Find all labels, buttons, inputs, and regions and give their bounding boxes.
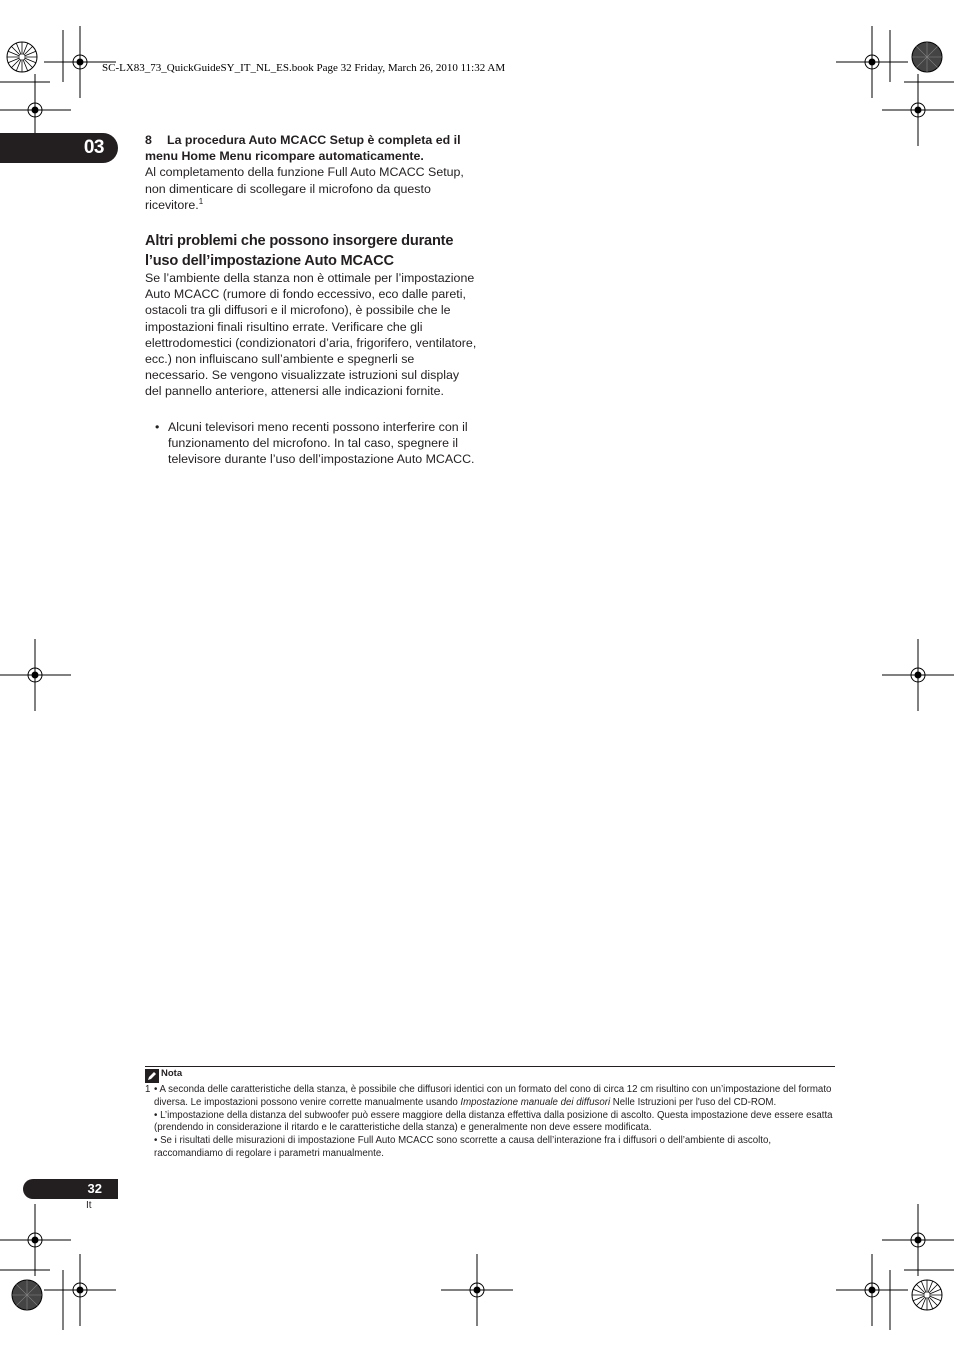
note-item: • L’impostazione della distanza del subwoofer può essere maggiore della distanza effettiva dalla posizione di ascolto. Questa impostazione deve essere esatta (prendendo in considerazione il ritardo e le caratteristiche della stanza) e generalmente non deve essere modificata. — [154, 1109, 833, 1134]
language-code: It — [86, 1200, 92, 1211]
note-divider — [145, 1066, 835, 1067]
step-block — [145, 132, 478, 213]
note-label: Nota — [161, 1068, 183, 1079]
section-title: Altri problemi che possono insorgere durante l’uso dell’impostazione Auto MCACC — [145, 233, 454, 269]
list-item: • Alcuni televisori meno recenti possono interferire con il funzionamento del microfono. In tal caso, spegnere il televisore durante l’uso dell’impostazione Auto MCACC. — [155, 420, 475, 467]
note-item: 1 • A seconda delle caratteristiche della stanza, è possibile che diffusori identici con un formato del cono di circa 12 cm risultino con un’impostazione del formato diversa. Le impostazioni possono venire corrette manualmente usando Impostazione manuale dei diffusori Nelle Istruzioni per l'uso del CD-ROM. — [145, 1084, 832, 1108]
page-number: 32 — [87, 1181, 102, 1196]
print-header: SC-LX83_73_QuickGuideSY_IT_NL_ES.book Page 32 Friday, March 26, 2010 11:32 AM — [102, 62, 506, 74]
step-text: Al completamento della funzione Full Auto MCACC Setup, non dimenticare di scollegare il microfono da questo ricevitore.$^1$ — [145, 165, 464, 212]
note-body — [145, 1084, 835, 1161]
note-item: • Se i risultati delle misurazioni di impostazione Full Auto MCACC sono scorrette a causa dell’interazione fra i diffusori o dell’ambiente di ascolto, raccomandiamo di regolare i parametri manualmente. — [154, 1135, 772, 1159]
chapter-number: 03 — [83, 137, 104, 158]
bullet-icon: • — [155, 420, 160, 434]
note-number: 1 — [145, 1084, 151, 1095]
page-number-tab — [23, 1179, 118, 1199]
step-heading: 8 La procedura Auto MCACC Setup è completa ed il menu Home Menu ricompare automaticamente. — [145, 133, 461, 164]
chapter-tab — [0, 133, 118, 163]
section-paragraph: Se l’ambiente della stanza non è ottimale per l’impostazione Auto MCACC (rumore di fondo eccessivo, eco dalle pareti, ostacoli tra gli diffusori e il microfono), è possibile che le impostazioni finali risultino errate. Verificare che gli elettrodomestici (condizionatori d’aria, frigorifero, ventilatore, ecc.) non influiscano sull’ambiente e spegnerli se necessario. Se vengono visualizzate istruzioni sul display del pannello anteriore, attenersi alle indicazioni fornite. — [145, 271, 477, 399]
footnote-ref: 1 — [198, 196, 204, 206]
step-number: 8 — [145, 133, 152, 147]
note-pencil-icon — [145, 1069, 159, 1083]
